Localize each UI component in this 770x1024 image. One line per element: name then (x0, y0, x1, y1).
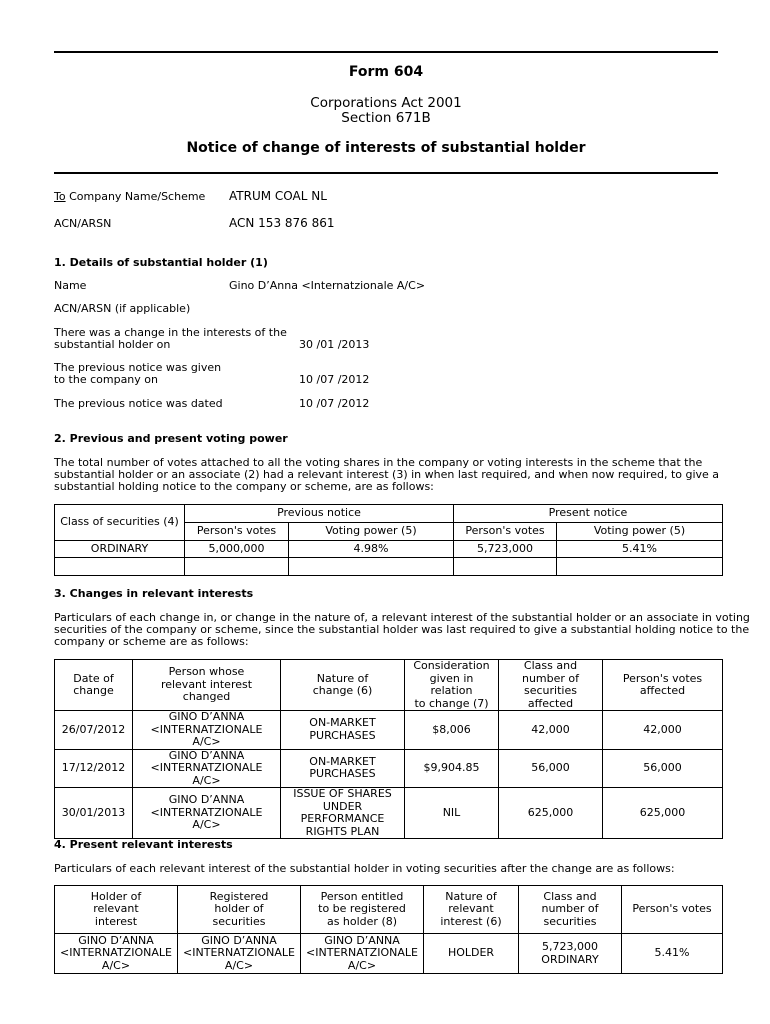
class-number-header: Class and number of securities affected (499, 660, 603, 711)
prev-persons-votes-header: Person's votes (185, 523, 289, 541)
consideration-cell: NIL (405, 788, 499, 839)
class-of-securities-header: Class of securities (4) (55, 505, 185, 541)
section2-para-line-3: substantial holding notice to the company or scheme, are as follows: (54, 480, 434, 493)
table-row (55, 934, 723, 974)
present-notice-header: Present notice (454, 505, 723, 523)
prev-power-cell: 4.98% (289, 541, 454, 558)
nature-cell: ISSUE OF SHARES UNDER PERFORMANCE RIGHTS PLAN (281, 788, 405, 839)
consideration-header: Consideration given in relation to change (7) (405, 660, 499, 711)
section1-heading: 1. Details of substantial holder (1) (54, 256, 268, 269)
prev-given-value: 10 /07 /2012 (299, 373, 370, 386)
present-interests-table (54, 885, 723, 974)
table-row (55, 788, 723, 839)
holder-cell: GINO D’ANNA <INTERNATZIONALE A/C> (55, 934, 178, 974)
holder-acn-label: ACN/ARSN (if applicable) (54, 302, 191, 315)
top-rule (54, 51, 718, 53)
section3-para-line-2: securities of the company or scheme, since the substantial holder was last required to give a substantial holding notice to the (54, 623, 750, 636)
form-title: Form 604 (348, 64, 424, 80)
consideration-cell: $9,904.85 (405, 749, 499, 788)
notice-title: Notice of change of interests of substantial holder (186, 140, 586, 156)
section3-para-line-1: Particulars of each change in, or change in the nature of, a relevant interest of the substantial holder or an associate in voting (54, 611, 750, 624)
class-cell: 56,000 (499, 749, 603, 788)
person-cell: GINO D’ANNA <INTERNATZIONALE A/C> (133, 749, 281, 788)
prev-voting-power-header: Voting power (5) (289, 523, 454, 541)
nature-cell: ON-MARKET PURCHASES (281, 711, 405, 750)
votes-cell: 42,000 (603, 711, 723, 750)
prev-given-label-1: The previous notice was given (54, 361, 222, 374)
table-row (55, 541, 723, 558)
class-cell: 625,000 (499, 788, 603, 839)
person-entitled-cell: GINO D’ANNA <INTERNATZIONALE A/C> (301, 934, 424, 974)
class-cell: ORDINARY (55, 541, 185, 558)
previous-notice-header: Previous notice (185, 505, 454, 523)
section2-para-line-1: The total number of votes attached to all the voting shares in the company or voting interests in the scheme that the (54, 456, 703, 469)
acn-arsn-label: ACN/ARSN (54, 217, 112, 230)
prev-dated-label: The previous notice was dated (54, 397, 223, 410)
date-cell: 30/01/2013 (55, 788, 133, 839)
person-header: Person whose relevant interest changed (133, 660, 281, 711)
pres-power-cell: 5.41% (557, 541, 723, 558)
holder-header: Holder of relevant interest (55, 886, 178, 934)
table-row (55, 558, 723, 576)
votes-cell: 625,000 (603, 788, 723, 839)
date-cell: 26/07/2012 (55, 711, 133, 750)
class-number-cell: 5,723,000 ORDINARY (519, 934, 622, 974)
person-cell: GINO D’ANNA <INTERNATZIONALE A/C> (133, 788, 281, 839)
pres-voting-power-header: Voting power (5) (557, 523, 723, 541)
consideration-cell: $8,006 (405, 711, 499, 750)
nature-header: Nature of change (6) (281, 660, 405, 711)
company-name-value: ATRUM COAL NL (229, 189, 327, 203)
section3-heading: 3. Changes in relevant interests (54, 587, 254, 600)
date-cell: 17/12/2012 (55, 749, 133, 788)
registered-holder-header: Registered holder of securities (178, 886, 301, 934)
change-date-value: 30 /01 /2013 (299, 338, 370, 351)
nature-cell: HOLDER (424, 934, 519, 974)
acn-arsn-value: ACN 153 876 861 (229, 216, 335, 230)
nature-cell: ON-MARKET PURCHASES (281, 749, 405, 788)
person-cell: GINO D’ANNA <INTERNATZIONALE A/C> (133, 711, 281, 750)
section4-heading: 4. Present relevant interests (54, 838, 233, 851)
pres-persons-votes-header: Person's votes (454, 523, 557, 541)
table-row (55, 711, 723, 750)
prev-given-label-2: to the company on (54, 373, 158, 386)
votes-affected-header: Person's votes affected (603, 660, 723, 711)
class-number-header: Class and number of securities (519, 886, 622, 934)
persons-votes-header: Person's votes (622, 886, 723, 934)
table-row (55, 749, 723, 788)
section4-para: Particulars of each relevant interest of the substantial holder in voting securities after the change are as follows: (54, 862, 675, 875)
votes-cell: 56,000 (603, 749, 723, 788)
voting-power-table (54, 504, 723, 576)
registered-holder-cell: GINO D’ANNA <INTERNATZIONALE A/C> (178, 934, 301, 974)
date-header: Date of change (55, 660, 133, 711)
change-date-label-1: There was a change in the interests of the (54, 326, 287, 339)
holder-name-value: Gino D’Anna <Internatzionale A/C> (229, 279, 426, 292)
prev-votes-cell: 5,000,000 (185, 541, 289, 558)
nature-header: Nature of relevant interest (6) (424, 886, 519, 934)
to-label (54, 191, 205, 204)
section3-para-line-3: company or scheme are as follows: (54, 635, 249, 648)
to-word: To (54, 190, 66, 203)
act-title: Corporations Act 2001 (310, 95, 462, 111)
prev-dated-value: 10 /07 /2012 (299, 397, 370, 410)
pres-votes-cell: 5,723,000 (454, 541, 557, 558)
company-name-label: Company Name/Scheme (65, 190, 206, 203)
section2-heading: 2. Previous and present voting power (54, 432, 288, 445)
class-cell: 42,000 (499, 711, 603, 750)
change-date-label-2: substantial holder on (54, 338, 171, 351)
persons-votes-cell: 5.41% (622, 934, 723, 974)
holder-name-label: Name (54, 279, 87, 292)
header-bottom-rule (54, 172, 718, 174)
section2-para-line-2: substantial holder or an associate (2) had a relevant interest (3) in when last required, and when now required, to give a (54, 468, 720, 481)
person-entitled-header: Person entitled to be registered as holder (8) (301, 886, 424, 934)
section-title: Section 671B (341, 110, 431, 126)
changes-table (54, 659, 723, 839)
